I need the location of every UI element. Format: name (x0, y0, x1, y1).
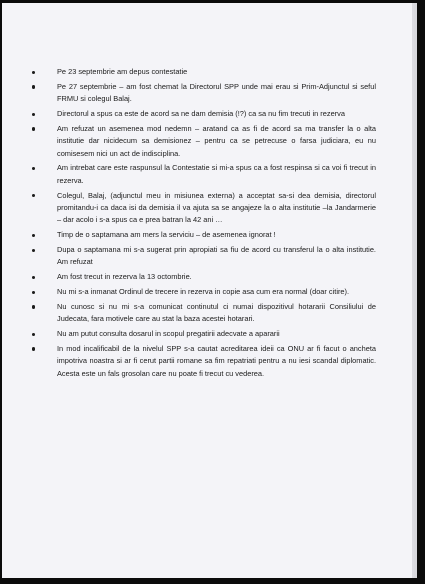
bullet-icon (32, 347, 35, 350)
list-item (32, 190, 376, 227)
bullet-icon (32, 249, 35, 252)
document-page (2, 3, 414, 578)
list-item (32, 271, 376, 283)
list-item (32, 81, 376, 106)
bullet-icon (32, 167, 35, 170)
list-item-text: Am intrebat care este raspunsul la Contestatie si mi-a spus ca a fost respinsa si ca voi fi trecut in rezerva. (57, 163, 376, 185)
list-item-text: Directorul a spus ca este de acord sa ne dam demisia (!?) ca sa nu fim trecuti in rezerva (57, 109, 345, 118)
list-item-text: Nu mi s-a inmanat Ordinul de trecere in rezerva in copie asa cum era normal (doar citire). (57, 287, 350, 297)
list-item (32, 301, 376, 326)
list-item (32, 66, 376, 78)
bullet-icon (32, 85, 35, 88)
bullet-icon (32, 333, 35, 336)
list-item-text: Pe 27 septembrie – am fost chemat la Directorul SPP unde mai erau si Prim-Adjunctul si seful FRMU si colegul Balaj. (57, 81, 376, 104)
bullet-icon (32, 305, 35, 308)
list-item-text: Nu am putut consulta dosarul in scopul pregatirii adecvate a apararii (57, 329, 280, 339)
list-item (32, 162, 376, 187)
bullet-icon (32, 234, 35, 237)
list-item-text: Dupa o saptamana mi s-a sugerat prin apropiati sa fiu de acord cu transferul la o alta institutie. Am refuzat (57, 245, 376, 267)
list-item (32, 244, 376, 269)
list-item (32, 328, 376, 340)
list-item-text: Nu cunosc si nu mi s-a comunicat continutul ci numai dispozitivul hotararii Consiliului de Judecata, fara motivele care au stat la baza acestei hotarari. (57, 301, 376, 324)
list-item (32, 229, 376, 241)
list-item (32, 286, 376, 298)
list-item (32, 123, 376, 160)
bullet-icon (32, 113, 35, 116)
list-item-text: Colegul, Balaj, (adjunctul meu in misiunea externa) a acceptat sa-si dea demisia, directorul promitandu-i ca daca isi da demisia il va ajuta sa se angajeze la o alta institutie –la Jandarmerie – dar acolo i s-a spus ca e prea batran la 42 ani … (57, 190, 376, 225)
list-item-text: In mod incalificabil de la nivelul SPP s-a cautat acreditarea ideii ca ONU ar fi facut o ancheta impotriva noastra si ar fi cerut partii romane sa fim repatriati pentru a nu iesi scandal diplomatic. Acesta este un fals grosolan care nu poate fi trecut cu vederea. (57, 343, 376, 378)
bullet-icon (32, 71, 35, 74)
bullet-icon (32, 291, 35, 294)
bullet-list (32, 66, 376, 382)
list-item (32, 343, 376, 380)
bullet-icon (32, 276, 35, 279)
list-item-text: Am refuzat un asemenea mod nedemn – aratand ca as fi de acord sa ma transfer la o alta institutie dar nicidecum sa demisionez – pentru ca se petrecuse o farsa judiciara, eu nu comisesem nici un act de indisciplina. (57, 123, 376, 158)
page-edge (414, 3, 417, 578)
list-item-text: Am fost trecut in rezerva la 13 octombrie. (57, 272, 192, 282)
bullet-icon (32, 194, 35, 197)
list-item-text: Pe 23 septembrie am depus contestatie (57, 67, 188, 76)
bullet-icon (32, 127, 35, 130)
list-item-text: Timp de o saptamana am mers la serviciu – de asemenea ignorat ! (57, 230, 276, 240)
list-item (32, 108, 376, 120)
